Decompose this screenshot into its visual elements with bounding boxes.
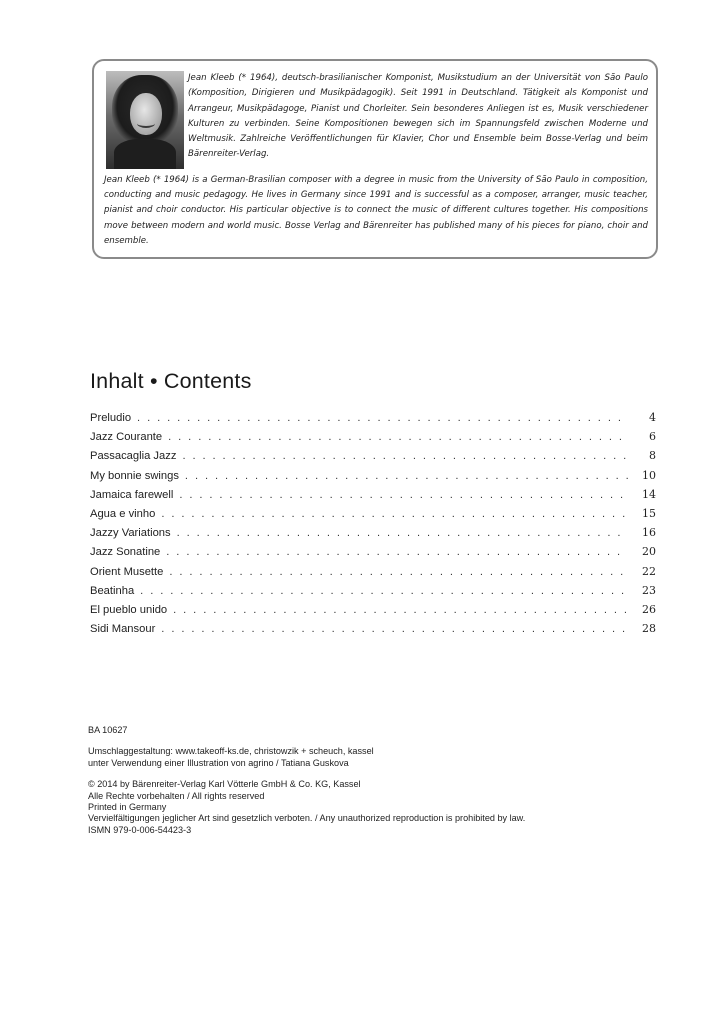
dot-leader xyxy=(173,604,628,616)
copyright-line: © 2014 by Bärenreiter-Verlag Karl Vötterle GmbH & Co. KG, Kassel xyxy=(88,779,361,790)
bio-english-text: Jean Kleeb (* 1964) is a German-Brasilian composer with a degree in music from the University of São Paulo in composition, conducting and music pedagogy. He lives in Germany since 1991 and is successful as a composer, arranger, music teacher, pianist and choir conductor. His particular objective is to connect the music of different cultures together. His compositions move between modern and world music. Bosse Verlag and Bärenreiter has published many of his pieces for piano, choir and ensemble. xyxy=(104,174,648,246)
dot-leader xyxy=(179,489,628,501)
toc-entry-beatinha xyxy=(90,584,656,603)
imprint-block xyxy=(88,725,688,836)
toc-entry-title: Beatinha xyxy=(90,584,135,597)
toc-entry-jazz-sonatine xyxy=(90,545,656,564)
toc-entry-sidi-mansour xyxy=(90,622,656,641)
toc-entry-page: 8 xyxy=(649,449,656,463)
dot-leader xyxy=(182,450,628,462)
reproduction-notice: Vervielfältigungen jeglicher Art sind gesetzlich verboten. / Any unauthorized reproduction is prohibited by law. xyxy=(88,813,526,824)
rights-line: Alle Rechte vorbehalten / All rights reserved xyxy=(88,790,265,801)
toc-entry-page: 20 xyxy=(642,545,656,559)
table-of-contents xyxy=(90,411,656,641)
toc-entry-my-bonnie-swings xyxy=(90,469,656,488)
cover-design-credit: Umschlaggestaltung: www.takeoff-ks.de, christowzik + scheuch, kassel xyxy=(88,746,374,757)
composer-portrait-photo xyxy=(106,71,184,169)
toc-entry-page: 6 xyxy=(649,430,656,444)
toc-entry-jazz-courante xyxy=(90,430,656,449)
toc-entry-page: 22 xyxy=(642,564,656,578)
toc-entry-title: Jazz Sonatine xyxy=(90,546,161,559)
toc-entry-title: El pueblo unido xyxy=(90,603,168,616)
dot-leader xyxy=(169,566,628,578)
printed-in-line: Printed in Germany xyxy=(88,802,167,813)
toc-entry-page: 26 xyxy=(642,602,656,616)
toc-entry-title: Jazzy Variations xyxy=(90,527,171,540)
toc-entry-page: 14 xyxy=(642,487,656,501)
toc-entry-title: Passacaglia Jazz xyxy=(90,450,177,463)
toc-entry-page: 16 xyxy=(642,526,656,540)
toc-entry-title: Agua e vinho xyxy=(90,507,156,520)
toc-entry-agua-e-vinho xyxy=(90,507,656,526)
toc-entry-preludio xyxy=(90,411,656,430)
toc-entry-el-pueblo-unido xyxy=(90,603,656,622)
toc-entry-page: 10 xyxy=(642,468,656,482)
toc-entry-page: 4 xyxy=(649,411,656,424)
dot-leader xyxy=(185,470,628,482)
dot-leader xyxy=(177,527,628,539)
dot-leader xyxy=(161,508,628,520)
toc-entry-title: Jamaica farewell xyxy=(90,488,174,501)
dot-leader xyxy=(137,412,628,424)
dot-leader xyxy=(161,623,628,635)
toc-entry-passacaglia-jazz xyxy=(90,449,656,468)
toc-entry-jazzy-variations xyxy=(90,526,656,545)
toc-entry-title: Orient Musette xyxy=(90,565,164,578)
dot-leader xyxy=(140,585,628,597)
toc-entry-title: Jazz Courante xyxy=(90,431,163,444)
dot-leader xyxy=(168,431,628,443)
bio-german-text: Jean Kleeb (* 1964), deutsch-brasilianischer Komponist, Musikstudium an der Universität von São Paulo (Komposition, Dirigieren und Musikpädagogik). Seit 1991 in Deutschland. Tätigkeit als Komponist und Arrangeur, Musikpädagoge, Pianist und Chorleiter. Sein besonderes Anliegen ist es, Musik verschiedener Kulturen zu verbinden. Seine Kompositionen bewegen sich im Spannungsfeld zwischen Moderne und Weltmusik. Zahlreiche Veröffentlichungen für Klavier, Chor und Ensemble beim Bosse-Verlag und beim Bärenreiter-Verlag. xyxy=(188,73,648,160)
contents-heading: Inhalt • Contents xyxy=(90,369,252,393)
composer-bio-box xyxy=(92,59,658,259)
toc-entry-title: Sidi Mansour xyxy=(90,623,156,636)
toc-entry-page: 23 xyxy=(642,583,656,597)
toc-entry-title: My bonnie swings xyxy=(90,469,179,482)
toc-entry-page: 28 xyxy=(642,622,656,636)
toc-entry-orient-musette xyxy=(90,565,656,584)
catalog-number: BA 10627 xyxy=(88,725,128,735)
toc-entry-page: 15 xyxy=(642,506,656,520)
illustration-credit: unter Verwendung einer Illustration von agrino / Tatiana Guskova xyxy=(88,757,349,768)
ismn-number: ISMN 979-0-006-54423-3 xyxy=(88,824,192,835)
dot-leader xyxy=(166,546,628,558)
toc-entry-title: Preludio xyxy=(90,412,132,424)
toc-entry-jamaica-farewell xyxy=(90,488,656,507)
